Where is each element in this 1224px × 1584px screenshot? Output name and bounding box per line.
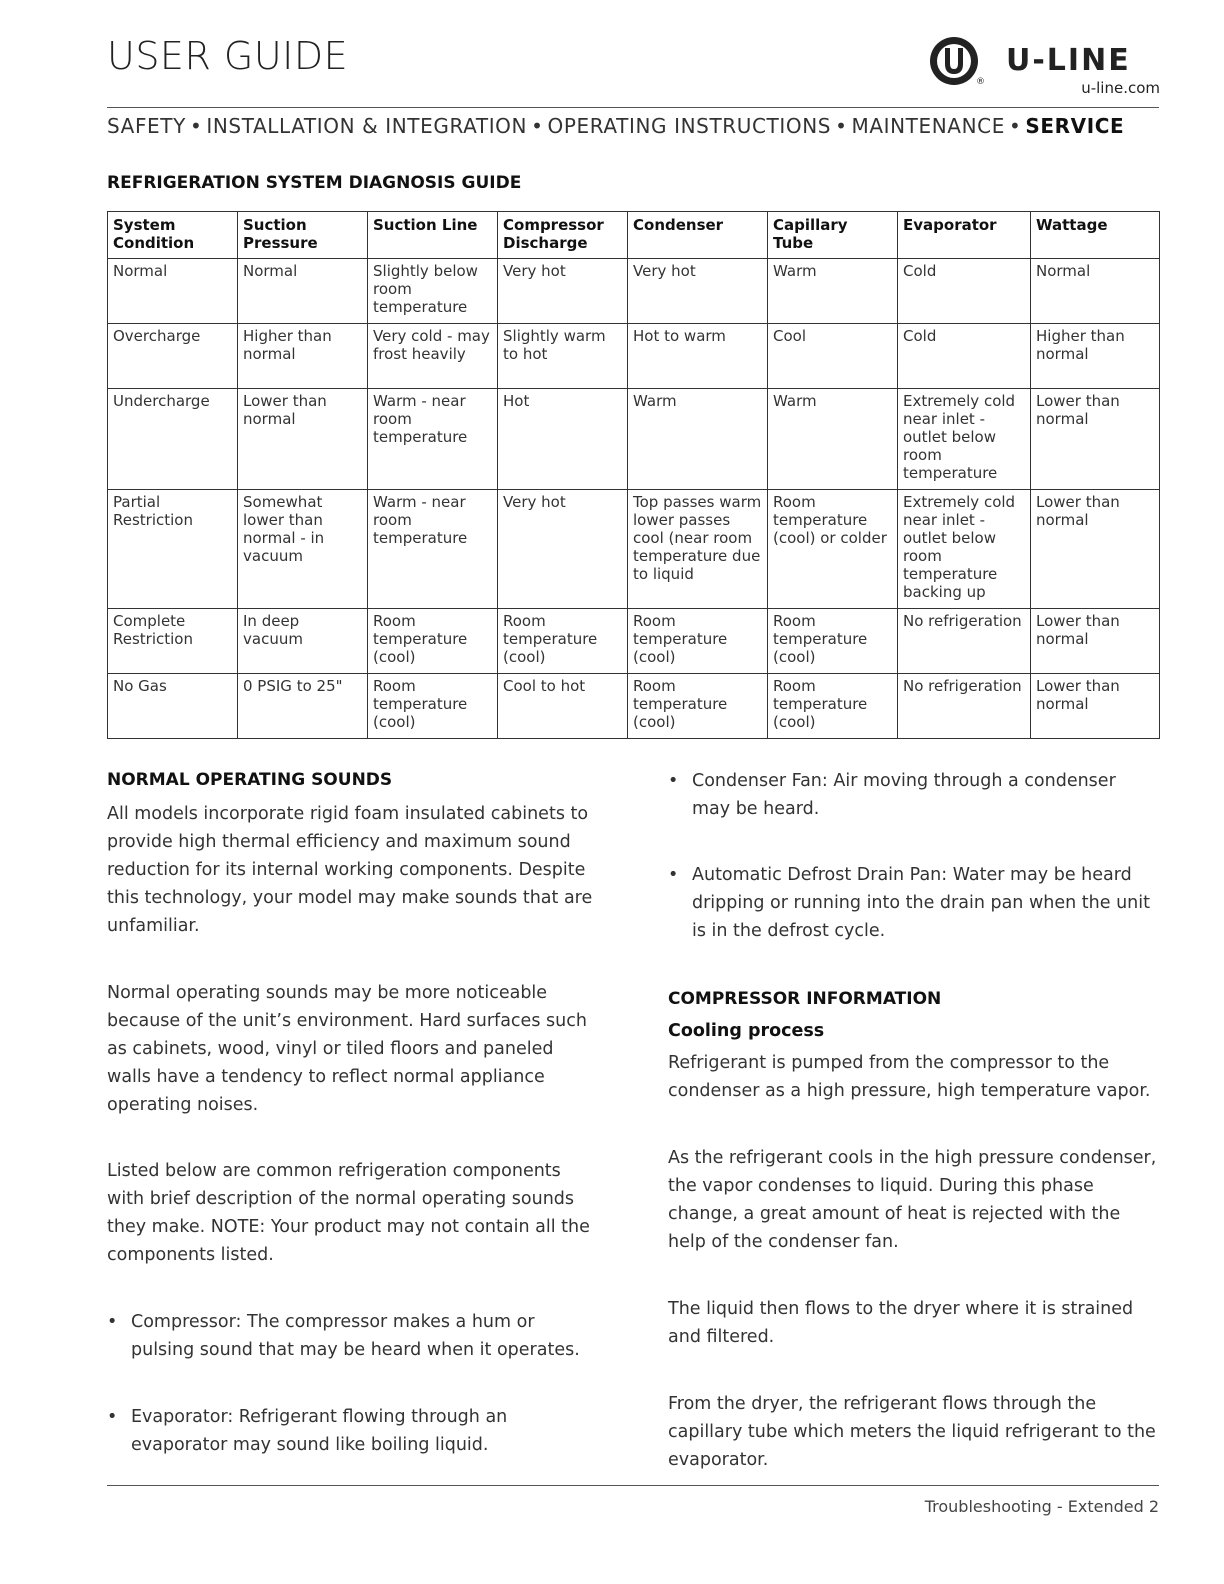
table-cell: Very hot	[498, 259, 628, 324]
table-cell: Partial Restriction	[108, 490, 238, 609]
uline-logo-icon	[928, 35, 980, 87]
column-header: Compressor Discharge	[498, 212, 628, 259]
logo-wordmark: U-LINE	[1006, 43, 1131, 78]
table-cell: Room temperature (cool)	[768, 674, 898, 739]
compressor-info-title: COMPRESSOR INFORMATION	[668, 989, 942, 1009]
column-header: Suction Pressure	[238, 212, 368, 259]
column-header: Evaporator	[898, 212, 1031, 259]
table-cell: Cold	[898, 324, 1031, 389]
table-cell: Room temperature (cool)	[628, 609, 768, 674]
paragraph: Listed below are common refrigeration components with brief description of the normal operating sounds they make. NOTE: Your product may not contain all the components listed.	[107, 1161, 590, 1265]
table-cell: Room temperature (cool)	[628, 674, 768, 739]
table-cell: Undercharge	[108, 389, 238, 490]
table-cell: Cool	[768, 324, 898, 389]
table-cell: No refrigeration	[898, 674, 1031, 739]
table-cell: Higher than normal	[1031, 324, 1160, 389]
section-nav	[107, 114, 1159, 138]
sounds-title: NORMAL OPERATING SOUNDS	[107, 770, 393, 790]
nav-item-maintenance[interactable]: MAINTENANCE	[851, 114, 1005, 138]
bullet-item: • Condenser Fan: Air moving through a condenser may be heard.	[668, 767, 1158, 823]
table-cell: Room temperature (cool)	[498, 609, 628, 674]
nav-separator: •	[835, 114, 848, 138]
nav-item-service[interactable]: SERVICE	[1025, 114, 1125, 138]
paragraph: From the dryer, the refrigerant flows through the capillary tube which meters the liquid refrigerant to the evaporator.	[668, 1394, 1156, 1470]
page-title: USER GUIDE	[107, 34, 349, 78]
paragraph: All models incorporate rigid foam insulated cabinets to provide high thermal efficiency and maximum sound reduction for its internal working components. Despite this technology, your model may make sounds that are unfamiliar.	[107, 804, 593, 936]
table-row	[108, 389, 1160, 490]
paragraph: Normal operating sounds may be more noticeable because of the unit’s environment. Hard surfaces such as cabinets, wood, vinyl or tiled floors and paneled walls have a tendency to reflect normal appliance operating noises.	[107, 983, 587, 1115]
paragraph: The liquid then flows to the dryer where it is strained and filtered.	[668, 1299, 1134, 1347]
header-divider	[107, 107, 1159, 108]
column-header: System Condition	[108, 212, 238, 259]
table-cell: Normal	[108, 259, 238, 324]
table-cell: Room temperature (cool)	[368, 609, 498, 674]
table-cell: Very hot	[498, 490, 628, 609]
table-cell: Lower than normal	[1031, 674, 1160, 739]
table-row	[108, 324, 1160, 389]
table-cell: Higher than normal	[238, 324, 368, 389]
diagnosis-guide-title: REFRIGERATION SYSTEM DIAGNOSIS GUIDE	[107, 173, 522, 193]
table-row	[108, 609, 1160, 674]
table-cell: Overcharge	[108, 324, 238, 389]
table-row	[108, 674, 1160, 739]
bullet-item: • Compressor: The compressor makes a hum or pulsing sound that may be heard when it operates.	[107, 1308, 597, 1364]
nav-separator: •	[531, 114, 544, 138]
bullet-item: • Automatic Defrost Drain Pan: Water may be heard dripping or running into the drain pan when the unit is in the defrost cycle.	[668, 861, 1158, 945]
nav-item-safety[interactable]: SAFETY	[107, 114, 186, 138]
table-cell: Lower than normal	[1031, 389, 1160, 490]
table-cell: Cold	[898, 259, 1031, 324]
table-cell: Top passes warm lower passes cool (near room temperature due to liquid	[628, 490, 768, 609]
nav-separator: •	[1008, 114, 1022, 138]
table-cell: Slightly below room temperature	[368, 259, 498, 324]
table-cell: Very hot	[628, 259, 768, 324]
table-header-row	[108, 212, 1160, 259]
table-cell: Room temperature (cool) or colder	[768, 490, 898, 609]
table-cell: Hot	[498, 389, 628, 490]
table-cell: Hot to warm	[628, 324, 768, 389]
page-footer: Troubleshooting - Extended 2	[924, 1497, 1159, 1516]
table-cell: Warm	[768, 259, 898, 324]
paragraph: As the refrigerant cools in the high pressure condenser, the vapor condenses to liquid. During this phase change, a great amount of heat is rejected with the help of the condenser fan.	[668, 1148, 1157, 1252]
table-cell: Warm	[628, 389, 768, 490]
nav-item-installation[interactable]: INSTALLATION & INTEGRATION	[206, 114, 528, 138]
nav-separator: •	[189, 114, 203, 138]
paragraph: Refrigerant is pumped from the compressor to the condenser as a high pressure, high temperature vapor.	[668, 1053, 1151, 1101]
table-cell: Cool to hot	[498, 674, 628, 739]
table-cell: Warm - near room temperature	[368, 490, 498, 609]
nav-item-operating[interactable]: OPERATING INSTRUCTIONS	[547, 114, 832, 138]
left-column	[107, 766, 597, 1459]
table-row	[108, 490, 1160, 609]
table-cell: Very cold - may frost heavily	[368, 324, 498, 389]
table-cell: Lower than normal	[238, 389, 368, 490]
cooling-process-subtitle: Cooling process	[668, 1021, 825, 1041]
table-cell: Extremely cold near inlet - outlet below room temperature	[898, 389, 1031, 490]
column-header: Capillary Tube	[768, 212, 898, 259]
table-cell: Lower than normal	[1031, 490, 1160, 609]
table-cell: No Gas	[108, 674, 238, 739]
table-cell: 0 PSIG to 25"	[238, 674, 368, 739]
table-cell: Slightly warm to hot	[498, 324, 628, 389]
table-cell: Normal	[1031, 259, 1160, 324]
diagnosis-table	[107, 211, 1160, 739]
brand-logo[interactable]	[928, 35, 1160, 95]
column-header: Condenser	[628, 212, 768, 259]
footer-divider	[107, 1485, 1159, 1486]
bullet-item: • Evaporator: Refrigerant flowing through an evaporator may sound like boiling liquid.	[107, 1403, 597, 1459]
table-cell: Lower than normal	[1031, 609, 1160, 674]
table-cell: Room temperature (cool)	[768, 609, 898, 674]
table-cell: Extremely cold near inlet - outlet below room temperature backing up	[898, 490, 1031, 609]
website-url[interactable]: u-line.com	[1081, 79, 1160, 97]
table-cell: Complete Restriction	[108, 609, 238, 674]
table-cell: In deep vacuum	[238, 609, 368, 674]
table-cell: Room temperature (cool)	[368, 674, 498, 739]
column-header: Suction Line	[368, 212, 498, 259]
column-header: Wattage	[1031, 212, 1160, 259]
table-cell: No refrigeration	[898, 609, 1031, 674]
table-cell: Somewhat lower than normal - in vacuum	[238, 490, 368, 609]
table-cell: Warm - near room temperature	[368, 389, 498, 490]
table-row	[108, 259, 1160, 324]
table-cell: Warm	[768, 389, 898, 490]
table-cell: Normal	[238, 259, 368, 324]
registered-mark: ®	[976, 77, 985, 87]
right-column	[668, 767, 1158, 1474]
